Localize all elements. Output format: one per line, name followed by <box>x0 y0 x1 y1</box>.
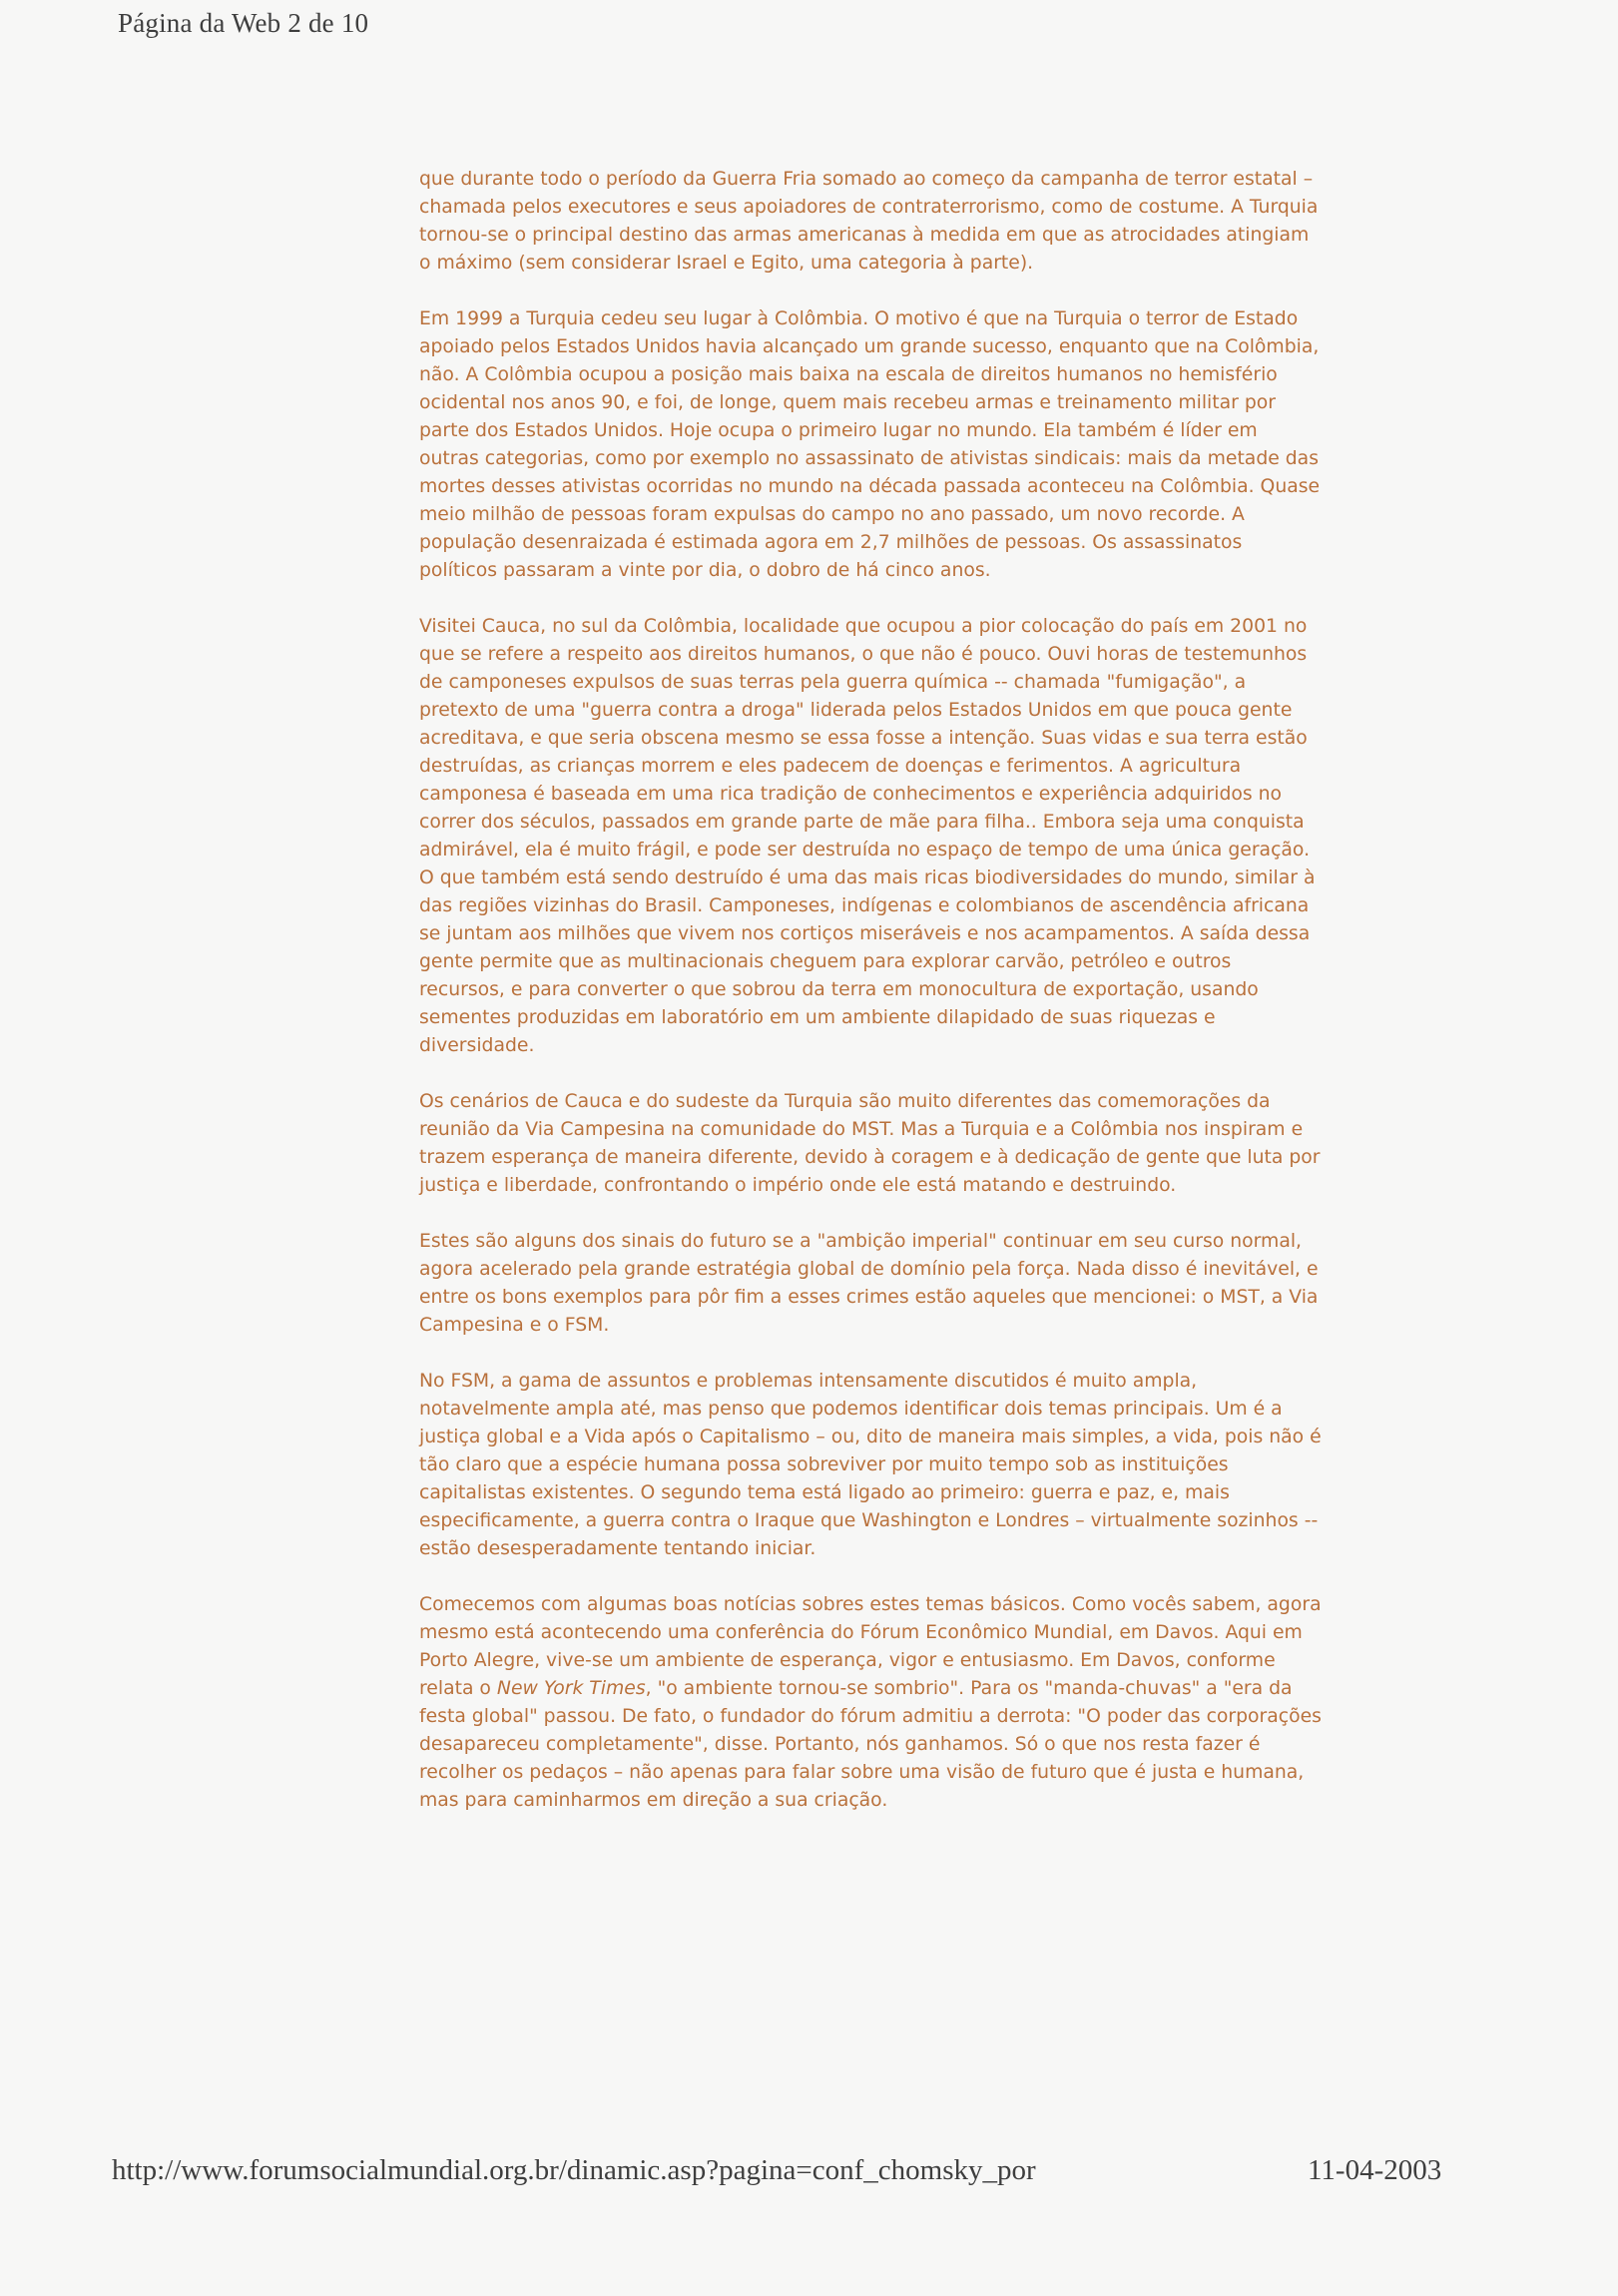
footer-date: 11-04-2003 <box>1308 2154 1442 2186</box>
paragraph-5: Estes são alguns dos sinais do futuro se a "ambição imperial" continuar em seu curso normal, agora acelerado pela grande estratégia global de domínio pela força. Nada disso é inevitável, e entre os bons exemplos para pôr fim a esses crimes estão aqueles que mencionei: o MST, a Via Campesina e o FSM. <box>419 1231 1319 1336</box>
footer-url: http://www.forumsocialmundial.org.br/dinamic.asp?pagina=conf_chomsky_por <box>112 2154 1036 2186</box>
paragraph-1: que durante todo o período da Guerra Fria somado ao começo da campanha de terror estatal – chamada pelos executores e seus apoiadores de contraterrorismo, como de costume. A Turquia tornou-se o principal destino das armas americanas à medida em que as atrocidades atingiam o máximo (sem considerar Israel e Egito, uma categoria à parte). <box>419 169 1319 274</box>
paragraph-7 <box>419 1591 1323 1815</box>
paragraph-4: Os cenários de Cauca e do sudeste da Turquia são muito diferentes das comemorações da reunião da Via Campesina na comunidade do MST. Mas a Turquia e a Colômbia nos inspiram e trazem esperança de maneira diferente, devido à coragem e à dedicação de gente que luta por justiça e liberdade, confrontando o império onde ele está matando e destruindo. <box>419 1091 1321 1196</box>
article-body <box>419 166 1323 1843</box>
paragraph-7-part-1: Comecemos com algumas boas notícias sobres estes temas básicos. Como vocês sabem, agora mesmo está acontecendo uma conferência do Fórum Econômico Mundial, em Davos. Aqui em Porto Alegre, vive-se um ambiente de esperança, vigor e entusiasmo. Em Davos, conforme relata o <box>419 1594 1322 1699</box>
paragraph-3: Visitei Cauca, no sul da Colômbia, localidade que ocupou a pior colocação do país em 2001 no que se refere a respeito aos direitos humanos, o que não é pouco. Ouvi horas de testemunhos de camponeses expulsos de suas terras pela guerra química -- chamada "fumigação", a pretexto de uma "guerra contra a droga" liderada pelos Estados Unidos em que pouca gente acreditava, e que seria obscena mesmo se essa fosse a intenção. Suas vidas e sua terra estão destruídas, as crianças morrem e eles padecem de doenças e ferimentos. A agricultura camponesa é baseada em uma rica tradição de conhecimentos e experiência adquiridos no correr dos séculos, passados em grande parte de mãe para filha.. Embora seja uma conquista admirável, ela é muito frágil, e pode ser destruída no espaço de tempo de uma única geração. O que também está sendo destruído é uma das mais ricas biodiversidades do mundo, similar à das regiões vizinhas do Brasil. Camponeses, indígenas e colombianos de ascendência africana se juntam aos milhões que vivem nos cortiços miseráveis e nos acampamentos. A saída dessa gente permite que as multinacionais cheguem para explorar carvão, petróleo e outros recursos, e para converter o que sobrou da terra em monocultura de exportação, usando sementes produzidas em laboratório em um ambiente dilapidado de suas riquezas e diversidade. <box>419 616 1316 1056</box>
newspaper-title: New York Times <box>496 1678 646 1699</box>
page-header: Página da Web 2 de 10 <box>118 8 369 38</box>
paragraph-6: No FSM, a gama de assuntos e problemas intensamente discutidos é muito ampla, notavelmente ampla até, mas penso que podemos identificar dois temas principais. Um é a justiça global e a Vida após o Capitalismo – ou, dito de maneira mais simples, a vida, pois não é tão claro que a espécie humana possa sobreviver por muito tempo sob as instituições capitalistas existentes. O segundo tema está ligado ao primeiro: guerra e paz, e, mais especificamente, a guerra contra o Iraque que Washington e Londres – virtualmente sozinhos -- estão desesperadamente tentando iniciar. <box>419 1371 1322 1559</box>
paragraph-2: Em 1999 a Turquia cedeu seu lugar à Colômbia. O motivo é que na Turquia o terror de Estado apoiado pelos Estados Unidos havia alcançado um grande sucesso, enquanto que na Colômbia, não. A Colômbia ocupou a posição mais baixa na escala de direitos humanos no hemisfério ocidental nos anos 90, e foi, de longe, quem mais recebeu armas e treinamento militar por parte dos Estados Unidos. Hoje ocupa o primeiro lugar no mundo. Ela também é líder em outras categorias, como por exemplo no assassinato de ativistas sindicais: mais da metade das mortes desses ativistas ocorridas no mundo na década passada aconteceu na Colômbia. Quase meio milhão de pessoas foram expulsas do campo no ano passado, um novo recorde. A população desenraizada é estimada agora em 2,7 milhões de pessoas. Os assassinatos políticos passaram a vinte por dia, o dobro de há cinco anos. <box>419 308 1321 581</box>
paragraph-7-part-2: , "o ambiente tornou-se sombrio". Para os "manda-chuvas" a "era da festa global" passou. De fato, o fundador do fórum admitiu a derrota: "O poder das corporações desapareceu completamente", disse. Portanto, nós ganhamos. Só o que nos resta fazer é recolher os pedaços – não apenas para falar sobre uma visão de futuro que é justa e humana, mas para caminharmos em direção a sua criação. <box>419 1678 1322 1811</box>
